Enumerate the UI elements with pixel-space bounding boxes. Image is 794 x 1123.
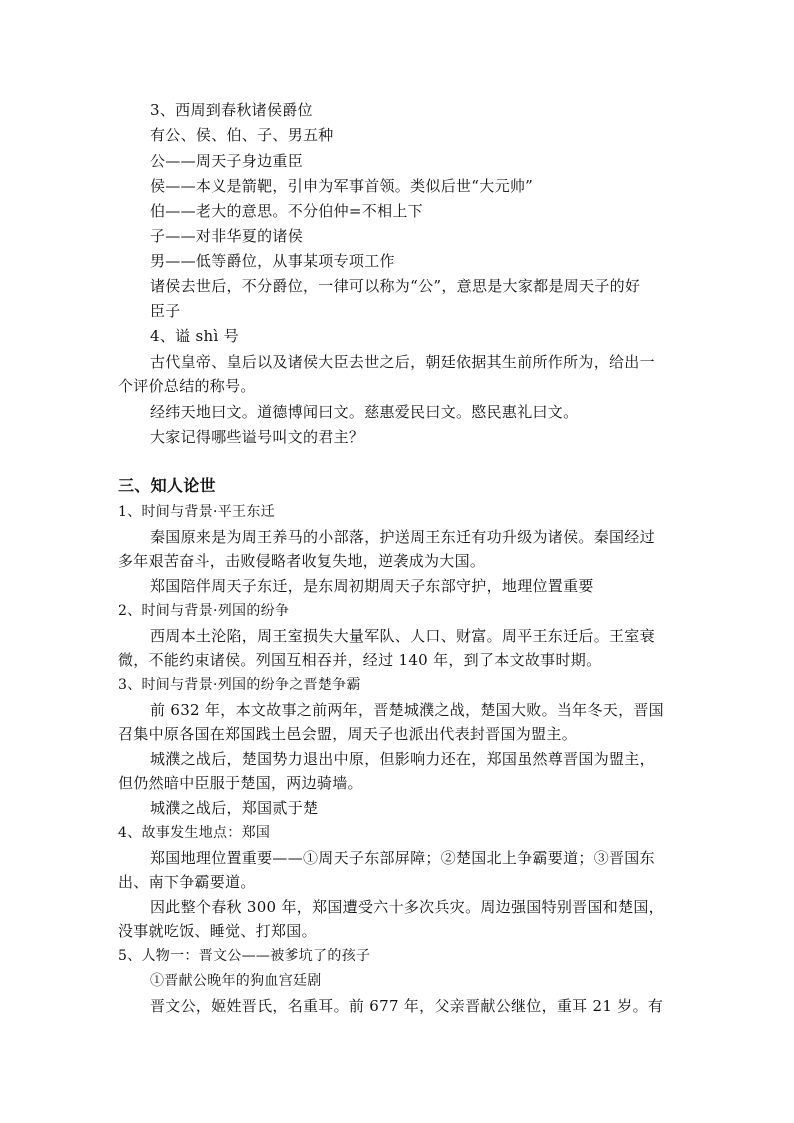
item1-title: 1、时间与背景·平王东迁 [118, 504, 275, 520]
item2-para1-line2: 微，不能约束诸侯。列国互相吞并，经过 140 年，到了本文故事时期。 [118, 651, 602, 669]
section-heading: 三、知人论世 [118, 476, 216, 495]
item4b-para2-line2: 没事就吃饭、睡觉、打郑国。 [118, 922, 317, 940]
rank-bo: 伯——老大的意思。不分伯仲=不相上下 [150, 202, 423, 220]
item3b-para2-line2: 但仍然暗中臣服于楚国，两边骑墙。 [118, 774, 363, 792]
item2-para1-line1: 西周本土沦陷，周王室损失大量军队、人口、财富。周平王东迁后。王室衰 [150, 627, 655, 645]
after-death-line-1: 诸侯去世后，不分爵位，一律可以称为“公”，意思是大家都是周天子的好 [150, 277, 641, 295]
rank-hou: 侯——本义是箭靶，引申为军事首领。类似后世“大元帅” [150, 177, 534, 195]
item5-title: 5、人物一：晋文公——被爹坑了的孩子 [118, 948, 371, 964]
after-death-line-2: 臣子 [150, 302, 181, 320]
item5-subtitle: ①晋献公晚年的狗血宫廷剧 [150, 973, 322, 989]
item1-para1-line2: 多年艰苦奋斗，击败侵略者收复失地，逆袭成为大国。 [118, 552, 486, 570]
rank-gong: 公——周天子身边重臣 [150, 152, 304, 170]
wen-meaning: 经纬天地曰文。道德博闻曰文。慈惠爱民曰文。愍民惠礼曰文。 [150, 403, 579, 421]
item3b-para1-line2: 召集中原各国在郑国践土邑会盟，周天子也派出代表封晋国为盟主。 [118, 725, 578, 743]
item3b-para3: 城濮之战后，郑国贰于楚 [150, 799, 319, 817]
shi-desc-line-1: 古代皇帝、皇后以及诸侯大臣去世之后，朝廷依据其生前所作所为，给出一 [150, 353, 655, 371]
item3-title: 3、西周到春秋诸侯爵位 [150, 101, 313, 119]
question-line: 大家记得哪些谥号叫文的君主？ [150, 428, 365, 446]
item5-para1: 晋文公，姬姓晋氏，名重耳。前 677 年，父亲晋献公继位，重耳 21 岁。有 [150, 997, 664, 1015]
shi-desc-line-2: 个评价总结的称号。 [118, 377, 256, 395]
item4-title: 4、谥 shì 号 [150, 327, 239, 345]
item3b-para1-line1: 前 632 年，本文故事之前两年，晋楚城濮之战，楚国大败。当年冬天，晋国 [150, 701, 664, 719]
item4b-para1-line2: 出、南下争霸要道。 [118, 873, 256, 891]
item1-para2: 郑国陪伴周天子东迁，是东周初期周天子东部守护，地理位置重要 [150, 577, 594, 595]
item3b-title: 3、时间与背景·列国的纷争之晋楚争霸 [118, 677, 361, 693]
item4b-para1-line1: 郑国地理位置重要——①周天子东部屏障；②楚国北上争霸要道；③晋国东 [150, 849, 655, 867]
item4b-para2-line1: 因此整个春秋 300 年，郑国遭受六十多次兵灾。周边强国特别晋国和楚国， [150, 898, 664, 916]
ranks-line: 有公、侯、伯、子、男五种 [150, 126, 334, 144]
item3b-para2-line1: 城濮之战后，楚国势力退出中原，但影响力还在，郑国虽然尊晋国为盟主， [150, 750, 655, 768]
item1-para1-line1: 秦国原来是为周王养马的小部落，护送周王东迁有功升级为诸侯。秦国经过 [150, 528, 655, 546]
item4b-title: 4、故事发生地点：郑国 [118, 825, 271, 841]
rank-nan: 男——低等爵位，从事某项专项工作 [150, 252, 395, 270]
rank-zi: 子——对非华夏的诸侯 [150, 227, 304, 245]
item2-title: 2、时间与背景·列国的纷争 [118, 603, 290, 619]
